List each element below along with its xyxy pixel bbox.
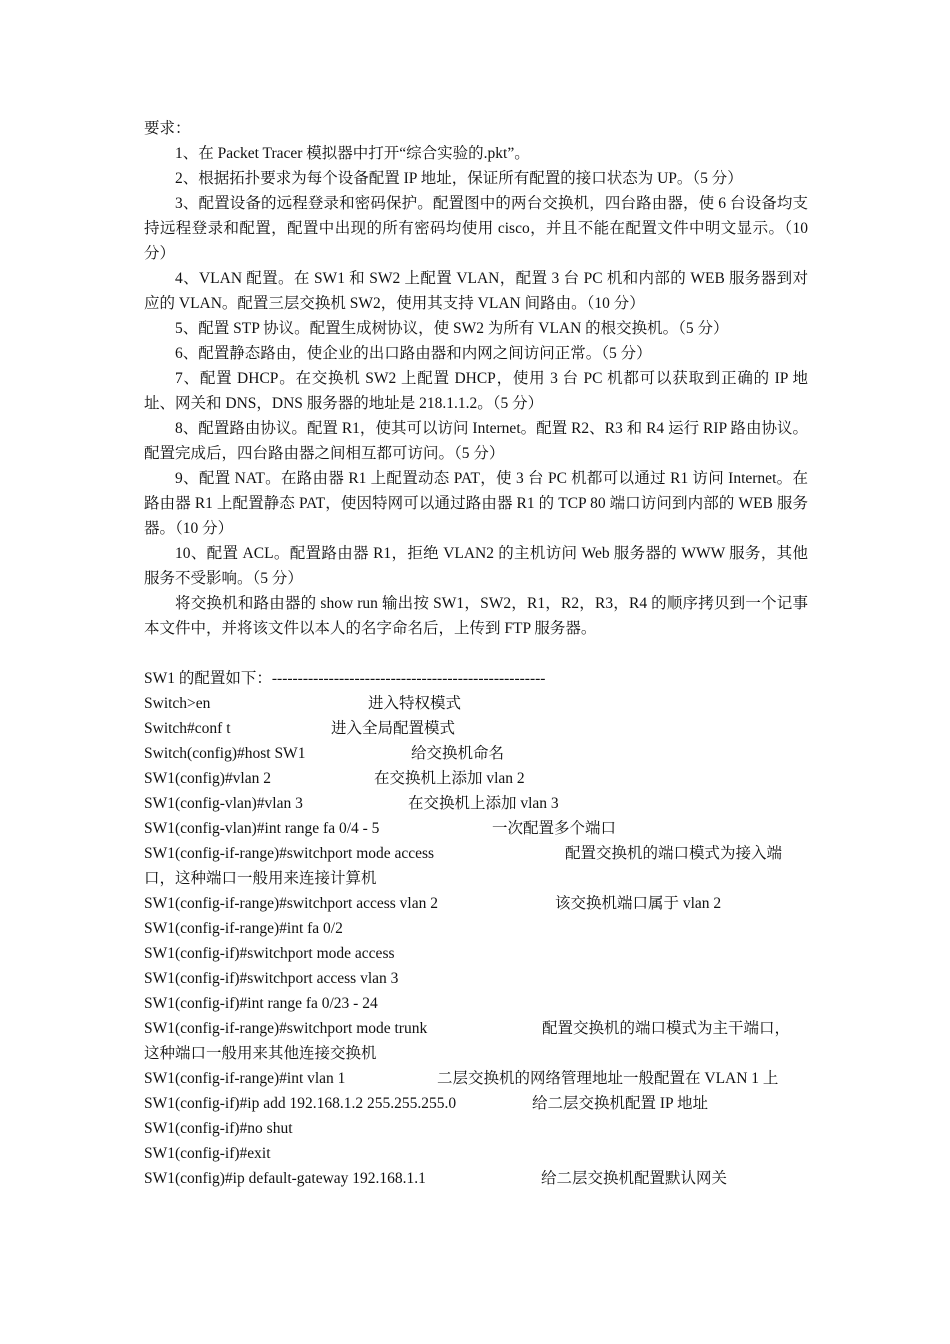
command-text: SW1(config)#ip default-gateway 192.168.1.1 <box>144 1170 426 1187</box>
command-comment: 一次配置多个端口 <box>492 820 617 837</box>
config-line <box>144 841 808 891</box>
config-line <box>144 716 808 741</box>
command-comment-continued: 这种端口一般用来其他连接交换机 <box>144 1045 377 1062</box>
command-comment-continued: 口，这种端口一般用来连接计算机 <box>144 870 377 887</box>
command-text: Switch(config)#host SW1 <box>144 745 306 762</box>
config-line <box>144 966 808 991</box>
blank-line <box>144 641 808 666</box>
requirements-heading: 要求： <box>144 120 191 137</box>
requirement-item: 5、配置 STP 协议。配置生成树协议，使 SW2 为所有 VLAN 的根交换机。（5 分） <box>175 320 729 337</box>
command-comment: 配置交换机的端口模式为主干端口， <box>542 1020 791 1037</box>
command-text: SW1(config-vlan)#int range fa 0/4 - 5 <box>144 820 380 837</box>
config-line <box>144 741 808 766</box>
document-body <box>144 116 808 1191</box>
command-comment: 给二层交换机配置 IP 地址 <box>532 1095 708 1112</box>
config-line <box>144 916 808 941</box>
requirement-item: 1、在 Packet Tracer 模拟器中打开“综合实验的.pkt”。 <box>175 145 530 162</box>
command-text: SW1(config-vlan)#vlan 3 <box>144 795 303 812</box>
requirement-item: 2、根据拓扑要求为每个设备配置 IP 地址，保证所有配置的接口状态为 UP。（5 分） <box>175 170 743 187</box>
command-text: Switch#conf t <box>144 720 231 737</box>
requirement-item: 8、配置路由协议。配置 R1，使其可以访问 Internet。配置 R2、R3 和 R4 运行 RIP 路由协议。配置完成后，四台路由器之间相互都可访问。（5 分） <box>144 420 808 462</box>
config-line <box>144 1166 808 1191</box>
requirement-item: 7、配置 DHCP。在交换机 SW2 上配置 DHCP，使用 3 台 PC 机都可以获取到正确的 IP 地址、网关和 DNS，DNS 服务器的地址是 218.1.1.2。（5 分） <box>144 370 808 412</box>
requirement-item: 6、配置静态路由，使企业的出口路由器和内网之间访问正常。（5 分） <box>175 345 652 362</box>
command-comment: 进入全局配置模式 <box>331 720 456 737</box>
requirement-item: 10、配置 ACL。配置路由器 R1，拒绝 VLAN2 的主机访问 Web 服务器的 WWW 服务，其他服务不受影响。（5 分） <box>144 545 808 587</box>
command-text: SW1(config-if)#exit <box>144 1145 271 1162</box>
command-text: SW1(config-if)#int range fa 0/23 - 24 <box>144 995 378 1012</box>
config-line <box>144 1141 808 1166</box>
command-text: Switch>en <box>144 695 211 712</box>
command-text: SW1(config-if-range)#int vlan 1 <box>144 1070 346 1087</box>
config-line <box>144 891 808 916</box>
command-text: SW1(config-if)#switchport access vlan 3 <box>144 970 399 987</box>
config-line <box>144 791 808 816</box>
command-text: SW1(config-if)#no shut <box>144 1120 293 1137</box>
command-text: SW1(config-if-range)#switchport mode trunk <box>144 1020 428 1037</box>
command-text: SW1(config-if-range)#switchport access vlan 2 <box>144 895 438 912</box>
submission-instruction: 将交换机和路由器的 show run 输出按 SW1，SW2，R1，R2，R3，R4 的顺序拷贝到一个记事本文件中，并将该文件以本人的名字命名后，上传到 FTP 服务器。 <box>144 595 808 637</box>
config-line <box>144 1091 808 1116</box>
command-comment: 给二层交换机配置默认网关 <box>541 1170 728 1187</box>
requirement-item: 4、VLAN 配置。在 SW1 和 SW2 上配置 VLAN，配置 3 台 PC 机和内部的 WEB 服务器到对应的 VLAN。配置三层交换机 SW2，使用其支持 VLAN 间路由。（10 分） <box>144 270 808 312</box>
command-comment: 进入特权模式 <box>368 695 462 712</box>
command-comment: 在交换机上添加 vlan 3 <box>408 795 559 812</box>
command-comment: 二层交换机的网络管理地址一般配置在 VLAN 1 上 <box>437 1070 779 1087</box>
requirement-item: 9、配置 NAT。在路由器 R1 上配置动态 PAT，使 3 台 PC 机都可以通过 R1 访问 Internet。在路由器 R1 上配置静态 PAT，使因特网可以通过路由器 R1 的 TCP 80 端口访问到内部的 WEB 服务器。（10 分） <box>144 470 808 537</box>
sw1-config-header: SW1 的配置如下：----------------------------------------------------- <box>144 670 546 687</box>
command-comment: 配置交换机的端口模式为接入端 <box>565 845 783 862</box>
config-line <box>144 766 808 791</box>
command-comment: 给交换机命名 <box>411 745 505 762</box>
command-text: SW1(config-if)#switchport mode access <box>144 945 395 962</box>
config-line <box>144 991 808 1016</box>
requirement-item: 3、配置设备的远程登录和密码保护。配置图中的两台交换机，四台路由器，使 6 台设备均支持远程登录和配置，配置中出现的所有密码均使用 cisco，并且不能在配置文件中明文显示。（10 分） <box>144 195 808 262</box>
config-line <box>144 816 808 841</box>
config-line <box>144 691 808 716</box>
command-text: SW1(config-if)#ip add 192.168.1.2 255.255.255.0 <box>144 1095 457 1112</box>
command-text: SW1(config)#vlan 2 <box>144 770 271 787</box>
command-comment: 在交换机上添加 vlan 2 <box>374 770 525 787</box>
config-line <box>144 941 808 966</box>
command-text: SW1(config-if-range)#switchport mode access <box>144 845 435 862</box>
config-line <box>144 1116 808 1141</box>
config-line <box>144 1016 808 1066</box>
config-line <box>144 1066 808 1091</box>
command-comment: 该交换机端口属于 vlan 2 <box>555 895 722 912</box>
command-text: SW1(config-if-range)#int fa 0/2 <box>144 920 343 937</box>
